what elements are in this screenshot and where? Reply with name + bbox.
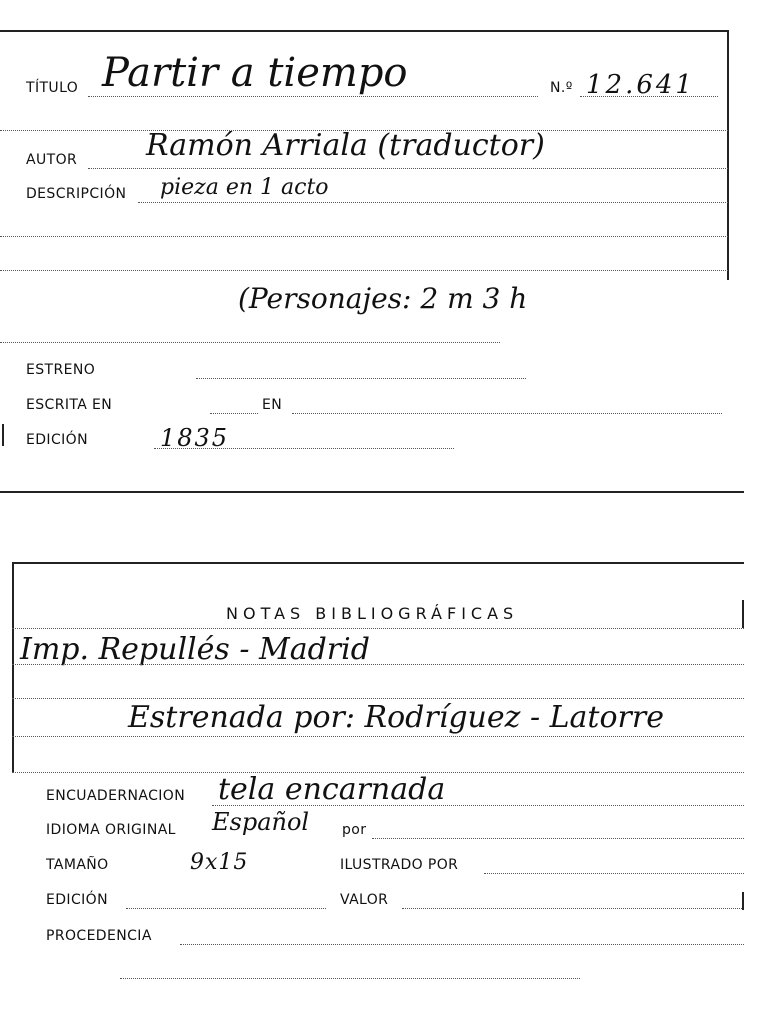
catalog-card-bottom: [0, 500, 759, 1028]
notas-line-1: [12, 628, 744, 629]
catalog-card-top: [0, 0, 759, 500]
notas-heading: NOTAS BIBLIOGRÁFICAS: [226, 604, 519, 623]
escrita-en-line: [210, 413, 258, 414]
note-line-2: Estrenada por: Rodríguez - Latorre: [128, 700, 664, 735]
escrita-en-label: ESCRITA EN: [26, 397, 113, 413]
valor-label: VALOR: [340, 892, 389, 908]
top-card-left-mark: [2, 424, 4, 446]
top-card-right-border: [727, 30, 729, 280]
ilustrado-label: ILUSTRADO POR: [340, 857, 459, 873]
titulo-label: TÍTULO: [26, 80, 79, 96]
bottom-blank-line: [120, 978, 580, 979]
numero-label: N.º: [550, 80, 573, 96]
en-line: [292, 413, 722, 414]
procedencia-label: PROCEDENCIA: [46, 928, 152, 944]
tamano-label: TAMAÑO: [46, 857, 109, 873]
edicion-label: EDICIÓN: [26, 432, 88, 448]
autor-line: [88, 168, 728, 169]
descripcion-label: DESCRIPCIÓN: [26, 186, 127, 202]
titulo-line: [88, 96, 538, 97]
personajes-value: (Personajes: 2 m 3 h: [238, 282, 528, 315]
bottom-card-left-border: [12, 562, 14, 772]
notas-line-3: [12, 698, 744, 699]
en-label: EN: [262, 397, 283, 413]
descripcion-value: pieza en 1 acto: [160, 175, 329, 200]
valor-line: [402, 908, 744, 909]
encuadernacion-value: tela encarnada: [218, 772, 446, 807]
blank-line-2: [0, 270, 728, 271]
top-card-bottom-border: [0, 491, 744, 493]
edicion-bottom-label: EDICIÓN: [46, 892, 108, 908]
autor-value: Ramón Arriala (traductor): [146, 128, 545, 163]
titulo-value: Partir a tiempo: [102, 50, 408, 96]
blank-line-1: [0, 236, 728, 237]
encuadernacion-line: [212, 805, 744, 806]
valor-right-mark: [742, 892, 744, 910]
bottom-card-top-border: [12, 562, 744, 564]
tamano-value: 9x15: [190, 850, 249, 875]
ilustrado-line: [484, 873, 744, 874]
por-label: por: [342, 822, 367, 838]
estreno-line: [196, 378, 526, 379]
estreno-label: ESTRENO: [26, 362, 96, 378]
idioma-value: Español: [212, 808, 310, 836]
note-line-1: Imp. Repullés - Madrid: [20, 632, 370, 667]
idioma-label: IDIOMA ORIGINAL: [46, 822, 176, 838]
edicion-bottom-line: [126, 908, 326, 909]
idioma-line: [372, 838, 744, 839]
edicion-value: 1835: [160, 424, 230, 452]
notas-line-2: [12, 664, 744, 665]
bottom-card-right-border: [742, 600, 744, 628]
procedencia-line: [180, 944, 744, 945]
descripcion-line: [138, 202, 728, 203]
autor-label: AUTOR: [26, 152, 78, 168]
encuadernacion-label: ENCUADERNACION: [46, 788, 186, 804]
edicion-line: [154, 448, 454, 449]
blank-line-3: [0, 342, 500, 343]
notas-line-4: [12, 736, 744, 737]
top-card-top-border: [0, 30, 728, 32]
numero-value: 12.641: [586, 70, 695, 100]
